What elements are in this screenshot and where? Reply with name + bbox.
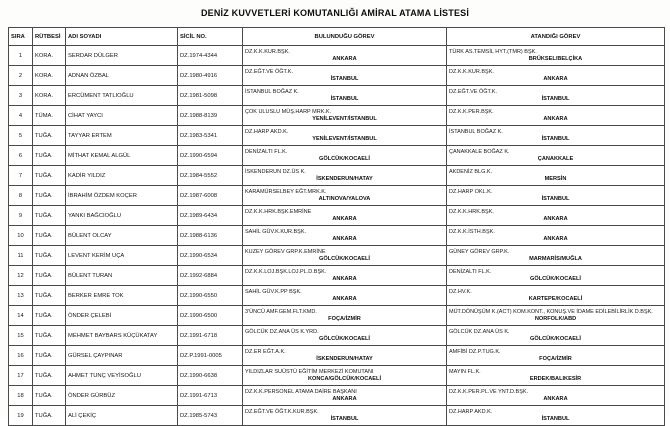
duty-text: TÜRK AS.TEMSİL HYT.(TMR) BŞK. [449,48,537,55]
duty-location: KARTEPE/KOCAELİ [528,296,583,303]
duty-text: KUZEY GÖREV GRP.K.EMRİNE [245,248,326,255]
duty-location: ANKARA [332,236,357,243]
current-duty-cell [243,46,447,66]
full-name: ERCÜMENT TATLIOĞLU [66,86,178,106]
duty-text: DZ.HARP AKD.K. [449,408,493,415]
duty-text: DZ.HARP AKD.K. [245,128,289,135]
registry-no: DZ.P.1991-0005 [178,346,243,366]
duty-location: FOÇA/İZMİR [539,356,572,363]
duty-text: SAHİL GÜV.K.PP BŞK. [245,288,302,295]
duty-location: MERSİN [544,176,567,183]
registry-no: DZ.1983-5341 [178,126,243,146]
rank: TUĞA. [33,366,66,386]
table-row [9,346,665,366]
full-name: SERDAR DÜLGER [66,46,178,66]
table-row [9,106,665,126]
duty-location: ANKARA [543,236,568,243]
row-number: 13 [9,286,33,306]
duty-text: DZ.K.K.PERSONEL ATAMA DAİRE BAŞKANI [245,388,357,395]
registry-no: DZ.1990-6500 [178,306,243,326]
duty-text: İSTANBUL BOĞAZ K. [449,128,503,135]
duty-location: İSTANBUL [541,136,570,143]
duty-text: YILDIZLAR SUÜSTÜ EĞİTİM MERKEZİ KOMUTANI [245,368,374,375]
duty-location: İSKENDERUN/HATAY [316,356,373,363]
assigned-duty-cell [447,366,665,386]
assigned-duty-cell [447,386,665,406]
rank: KORA. [33,46,66,66]
rank: TUĞA. [33,406,66,426]
registry-no: DZ.1988-8139 [178,106,243,126]
current-duty-cell [243,246,447,266]
row-number: 19 [9,406,33,426]
duty-text: ÇOK ULUSLU MÜŞ.HARP MRK.K. [245,108,332,115]
table-row [9,386,665,406]
full-name: KADİR YILDIZ [66,166,178,186]
rank: TUĞA. [33,386,66,406]
table-row [9,406,665,426]
rank: TUĞA. [33,186,66,206]
duty-location: İSTANBUL [541,196,570,203]
duty-text: MÜT.DÖNÜŞÜM K.(ACT) KOM.KONT., KONUŞ.VE İDAME EDİLEBİLİRLİK D.BŞK. [449,308,653,315]
row-number: 4 [9,106,33,126]
duty-location: ERDEK/BALIKESİR [529,376,582,383]
table-row [9,166,665,186]
duty-text: DZ.K.K.PER.BŞK. [449,108,494,115]
rank: KORA. [33,66,66,86]
table-row [9,206,665,226]
rank: TUĞA. [33,326,66,346]
duty-text: DZ.K.K.İSTH.BŞK. [449,228,495,235]
assigned-duty-cell [447,166,665,186]
current-duty-cell [243,386,447,406]
current-duty-cell [243,86,447,106]
registry-no: DZ.1987-6008 [178,186,243,206]
duty-location: BRÜKSEL/BELÇİKA [528,56,583,63]
row-number: 12 [9,266,33,286]
duty-location: GÖLCÜK/KOCAELİ [319,256,370,263]
row-number: 14 [9,306,33,326]
registry-no: DZ.1974-4344 [178,46,243,66]
duty-location: ANKARA [543,116,568,123]
current-duty-cell [243,146,447,166]
duty-location: ANKARA [543,216,568,223]
rank: TUĞA. [33,266,66,286]
full-name: ADNAN ÖZBAL [66,66,178,86]
column-header-sicil: SİCİL NO. [178,28,243,46]
full-name: CİHAT YAYCI [66,106,178,126]
duty-text: İSKENDERUN DZ.ÜS K. [245,168,306,175]
registry-no: DZ.1991-6713 [178,386,243,406]
rank: TUĞA. [33,166,66,186]
current-duty-cell [243,166,447,186]
rank: TÜMA. [33,106,66,126]
duty-text: DZ.HV.K. [449,288,472,295]
duty-text: GÖLCÜK DZ.ANA ÜS K.YRD. [245,328,319,335]
duty-location: NORFOLK/ABD [534,316,577,323]
row-number: 1 [9,46,33,66]
duty-location: ALTINOVA/YALOVA [318,196,371,203]
table-row [9,186,665,206]
duty-location: ANKARA [332,296,357,303]
current-duty-cell [243,206,447,226]
column-header-sira: SIRA [9,28,33,46]
current-duty-cell [243,326,447,346]
current-duty-cell [243,266,447,286]
assigned-duty-cell [447,86,665,106]
column-header-atandigi: ATANDIĞI GÖREV [447,28,665,46]
assigned-duty-cell [447,246,665,266]
row-number: 18 [9,386,33,406]
duty-location: MARMARİS/MUĞLA [529,256,582,263]
current-duty-cell [243,126,447,146]
duty-location: İSTANBUL [330,96,359,103]
duty-text: DZ.HARP OKL.K. [449,188,493,195]
assigned-duty-cell [447,106,665,126]
assigned-duty-cell [447,206,665,226]
full-name: TAYYAR ERTEM [66,126,178,146]
assigned-duty-cell [447,346,665,366]
full-name: BERKER EMRE TOK [66,286,178,306]
duty-location: ANKARA [332,276,357,283]
row-number: 6 [9,146,33,166]
table-row [9,326,665,346]
full-name: GÜRSEL ÇAYPINAR [66,346,178,366]
current-duty-cell [243,226,447,246]
duty-location: İSTANBUL [330,416,359,423]
assigned-duty-cell [447,226,665,246]
duty-location: KONCA/GÖLCÜK/KOCAELİ [307,376,382,383]
assigned-duty-cell [447,286,665,306]
row-number: 17 [9,366,33,386]
duty-location: İSKENDERUN/HATAY [316,176,373,183]
duty-location: ÇANAKKALE [537,156,574,163]
registry-no: DZ.1985-5743 [178,406,243,426]
column-header-rutbe: RÜTBESİ [33,28,66,46]
table-row [9,66,665,86]
current-duty-cell [243,106,447,126]
full-name: MEHMET BAYBARS KÜÇÜKATAY [66,326,178,346]
row-number: 9 [9,206,33,226]
rank: TUĞA. [33,306,66,326]
duty-text: DZ.EĞT.VE ÖĞT.K.KUR.BŞK. [245,408,319,415]
duty-text: DENİZALTI FL.K. [449,268,492,275]
duty-text: İSTANBUL BOĞAZ K. [245,88,299,95]
duty-location: ANKARA [332,396,357,403]
full-name: ÖNDER GÜRBÜZ [66,386,178,406]
current-duty-cell [243,306,447,326]
rank: KORA. [33,86,66,106]
duty-text: KARAMÜRSELBEY EĞT.MRK.K. [245,188,327,195]
rank: TUĞA. [33,126,66,146]
assigned-duty-cell [447,126,665,146]
assigned-duty-cell [447,46,665,66]
duty-text: DZ.EĞT.VE ÖĞT.K. [449,88,497,95]
registry-no: DZ.1990-6534 [178,246,243,266]
current-duty-cell [243,366,447,386]
duty-text: DZ.K.K.KUR.BŞK. [449,68,494,75]
duty-text: DZ.K.K.HRK.BŞK.EMRİNE [245,208,312,215]
table-row [9,86,665,106]
registry-no: DZ.1981-5098 [178,86,243,106]
table-row [9,266,665,286]
assigned-duty-cell [447,146,665,166]
duty-text: SAHİL GÜV.K.KUR.BŞK. [245,228,307,235]
duty-text: GÜNEY GÖREV GRP.K. [449,248,510,255]
row-number: 15 [9,326,33,346]
duty-location: YENİLEVENT/İSTANBUL [312,136,377,143]
assigned-duty-cell [447,186,665,206]
duty-location: YENİLEVENT/İSTANBUL [312,116,377,123]
rank: TUĞA. [33,246,66,266]
duty-text: 3'ÜNCÜ AMF.GEM.FLT.KMD. [245,308,317,315]
registry-no: DZ.1990-6638 [178,366,243,386]
rank: TUĞA. [33,206,66,226]
row-number: 5 [9,126,33,146]
registry-no: DZ.1990-6550 [178,286,243,306]
full-name: BÜLENT OLCAY [66,226,178,246]
duty-text: DZ.K.K.KUR.BŞK. [245,48,290,55]
rank: TUĞA. [33,346,66,366]
duty-location: ANKARA [543,396,568,403]
full-name: ÖNDER ÇELEBİ [66,306,178,326]
full-name: AHMET TUNÇ VEYİSOĞLU [66,366,178,386]
row-number: 16 [9,346,33,366]
duty-location: İSTANBUL [541,416,570,423]
page-title: DENİZ KUVVETLERİ KOMUTANLIĞI AMİRAL ATAMA LİSTESİ [200,8,470,18]
table-row [9,146,665,166]
duty-text: AMFİBİ DZ.P.TUG.K. [449,348,501,355]
table-header-row [9,28,665,46]
current-duty-cell [243,406,447,426]
duty-text: GÖLCÜK DZ.ANA ÜS K. [449,328,510,335]
registry-no: DZ.1992-6884 [178,266,243,286]
full-name: ALİ ÇEKİÇ [66,406,178,426]
registry-no: DZ.1984-5552 [178,166,243,186]
column-header-bulundugu: BULUNDUĞU GÖREV [243,28,447,46]
duty-location: GÖLCÜK/KOCAELİ [319,156,370,163]
current-duty-cell [243,286,447,306]
table-row [9,46,665,66]
assigned-duty-cell [447,326,665,346]
table-row [9,126,665,146]
row-number: 10 [9,226,33,246]
duty-location: FOÇA/İZMİR [328,316,361,323]
assigned-duty-cell [447,306,665,326]
duty-text: DZ.ER EĞT.A.K. [245,348,286,355]
duty-text: MAYIN FL.K. [449,368,481,375]
duty-text: DZ.K.K.HRK.BŞK. [449,208,494,215]
assigned-duty-cell [447,266,665,286]
admiral-assignment-table [8,27,665,426]
full-name: YANKI BAĞCIOĞLU [66,206,178,226]
duty-location: İSTANBUL [330,76,359,83]
table-row [9,226,665,246]
full-name: İBRAHİM ÖZDEM KOÇER [66,186,178,206]
current-duty-cell [243,66,447,86]
duty-text: ÇANAKKALE BOĞAZ K. [449,148,510,155]
duty-location: ANKARA [543,76,568,83]
duty-text: DZ.EĞT.VE ÖĞT.K. [245,68,293,75]
full-name: BÜLENT TURAN [66,266,178,286]
registry-no: DZ.1990-6594 [178,146,243,166]
rank: TUĞA. [33,286,66,306]
registry-no: DZ.1988-6136 [178,226,243,246]
row-number: 11 [9,246,33,266]
table-row [9,286,665,306]
row-number: 7 [9,166,33,186]
registry-no: DZ.1991-6718 [178,326,243,346]
current-duty-cell [243,186,447,206]
assigned-duty-cell [447,66,665,86]
rank: TUĞA. [33,226,66,246]
rank: TUĞA. [33,146,66,166]
table-row [9,306,665,326]
assigned-duty-cell [447,406,665,426]
column-header-ad: ADI SOYADI [66,28,178,46]
duty-location: GÖLCÜK/KOCAELİ [319,336,370,343]
duty-text: DZ.K.K.LOJ.BŞK.LOJ.PL.D.BŞK. [245,268,327,275]
table-row [9,246,665,266]
duty-location: GÖLCÜK/KOCAELİ [530,276,581,283]
duty-location: GÖLCÜK/KOCAELİ [530,336,581,343]
row-number: 3 [9,86,33,106]
duty-location: ANKARA [332,56,357,63]
duty-text: DZ.K.K.PER.PL.VE YNT.D.BŞK. [449,388,529,395]
full-name: MİTHAT KEMAL ALGÜL [66,146,178,166]
duty-location: ANKARA [332,216,357,223]
current-duty-cell [243,346,447,366]
duty-text: AKDENİZ BLG.K. [449,168,493,175]
row-number: 8 [9,186,33,206]
table-row [9,366,665,386]
row-number: 2 [9,66,33,86]
duty-location: İSTANBUL [541,96,570,103]
full-name: LEVENT KERİM UÇA [66,246,178,266]
duty-text: DENİZALTI FL.K. [245,148,288,155]
registry-no: DZ.1980-4916 [178,66,243,86]
registry-no: DZ.1989-6434 [178,206,243,226]
table-body [9,46,665,426]
